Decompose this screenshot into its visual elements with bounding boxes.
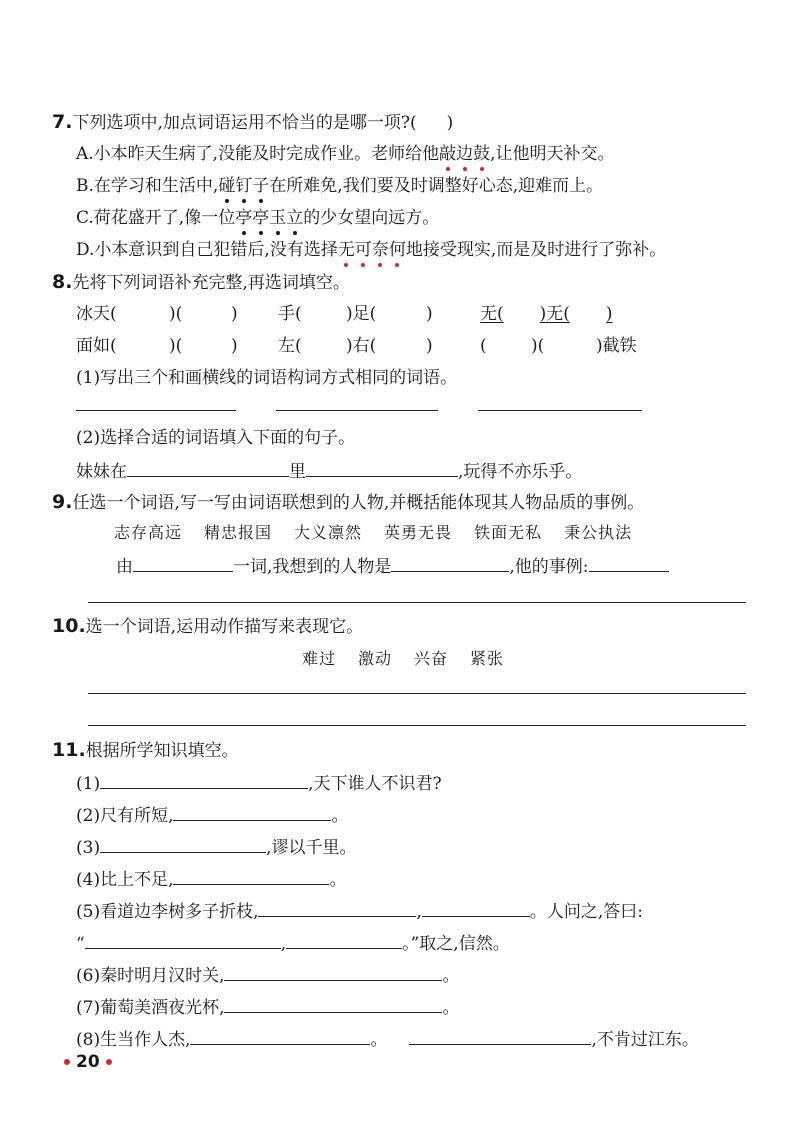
answer-blank[interactable] — [173, 866, 329, 885]
answer-blank[interactable] — [306, 458, 458, 477]
q11-item-5-cont: “ , 。”取之,信然。 — [76, 930, 510, 956]
q7-option-a: A.小本昨天生病了,没能及时完成作业。老师给他敲边鼓,让他明天补交。 — [76, 144, 615, 164]
word-choice: 铁面无私 — [474, 523, 543, 542]
word-choice: 秉公执法 — [564, 523, 633, 542]
q7-option-c: C.荷花盛开了,像一位亭亭玉立的少女望向远方。 — [76, 208, 440, 228]
answer-blank[interactable] — [391, 553, 509, 572]
q7-stem: 7.下列选项中,加点词语运用不恰当的是哪一项?( ) — [52, 111, 454, 133]
answer-blank[interactable] — [190, 1026, 370, 1045]
answer-blank[interactable] — [100, 834, 266, 853]
answer-blank[interactable] — [286, 930, 402, 949]
answer-blank[interactable] — [422, 898, 530, 917]
word-choice: 紧张 — [470, 649, 505, 668]
q10-stem: 10.选一个词语,运用动作描写来表现它。 — [52, 615, 364, 637]
answer-blank[interactable] — [589, 553, 669, 572]
answer-blank[interactable] — [133, 553, 233, 572]
word-choice: 志存高远 — [114, 523, 183, 542]
q10-word-list — [302, 646, 526, 669]
word-choice: 精忠报国 — [204, 523, 273, 542]
q9-fill-line: 由 一词,我想到的人物是 ,他的事例: — [116, 553, 669, 579]
q7-number: 7. — [52, 111, 73, 133]
q11-item-3: (3) ,谬以千里。 — [76, 834, 357, 860]
q8-stem: 8.先将下列词语补充完整,再选词填空。 — [52, 271, 350, 293]
word-choice: 激动 — [358, 649, 393, 668]
answer-blank[interactable] — [258, 898, 416, 917]
answer-line[interactable] — [88, 693, 746, 694]
q11-item-4: (4)比上不足, 。 — [76, 866, 346, 892]
red-dot-icon — [64, 1059, 70, 1065]
answer-blank[interactable] — [100, 770, 308, 789]
q8-sub-2: (2)选择合适的词语填入下面的句子。 — [76, 428, 356, 448]
q11-stem: 11.根据所学知识填空。 — [52, 739, 239, 761]
q10-number: 10. — [52, 615, 86, 637]
q11-number: 11. — [52, 739, 86, 761]
q11-item-1: (1) ,天下谁人不识君? — [76, 770, 442, 796]
q7-option-d: D.小本意识到自己犯错后,没有选择无可奈何地接受现实,而是及时进行了弥补。 — [76, 240, 667, 260]
q11-item-8: (8)生当作人杰, 。 ,不肯过江东。 — [76, 1026, 699, 1052]
answer-blank[interactable] — [85, 930, 281, 949]
answer-blank[interactable] — [224, 994, 442, 1013]
answer-blank[interactable] — [276, 410, 438, 411]
q11-item-6: (6)秦时明月汉时关, 。 — [76, 962, 459, 988]
answer-blank[interactable] — [224, 962, 442, 981]
q11-item-7: (7)葡萄美酒夜光杯, 。 — [76, 994, 459, 1020]
q9-stem: 9.任选一个词语,写一写由词语联想到的人物,并概括能体现其人物品质的事例。 — [52, 491, 645, 513]
red-dot-icon — [106, 1059, 112, 1065]
word-choice: 难过 — [302, 649, 337, 668]
answer-line[interactable] — [88, 725, 746, 726]
word-choice: 英勇无畏 — [384, 523, 453, 542]
q8-number: 8. — [52, 271, 73, 293]
answer-blank[interactable] — [76, 410, 236, 411]
q11-item-5: (5)看道边李树多子折枝, , 。人问之,答曰: — [76, 898, 643, 924]
answer-blank[interactable] — [173, 802, 331, 821]
q9-word-list — [114, 520, 654, 543]
page-number: 20 — [58, 1052, 118, 1072]
q8-sub-1: (1)写出三个和画横线的词语构词方式相同的词语。 — [76, 368, 458, 388]
answer-blank[interactable] — [478, 410, 642, 411]
q9-number: 9. — [52, 491, 73, 513]
word-choice: 大义凛然 — [294, 523, 363, 542]
answer-blank[interactable] — [127, 458, 289, 477]
answer-line[interactable] — [88, 602, 746, 603]
q8-sentence: 妹妹在 里 ,玩得不亦乐乎。 — [76, 458, 582, 484]
q7-option-b: B.在学习和生活中,碰钉子在所难免,我们要及时调整好心态,迎难而上。 — [76, 176, 604, 196]
word-choice: 兴奋 — [414, 649, 449, 668]
underlined-word-template: 无( )无( ) — [480, 304, 613, 324]
q11-item-2: (2)尺有所短, 。 — [76, 802, 348, 828]
answer-blank[interactable] — [409, 1026, 591, 1045]
